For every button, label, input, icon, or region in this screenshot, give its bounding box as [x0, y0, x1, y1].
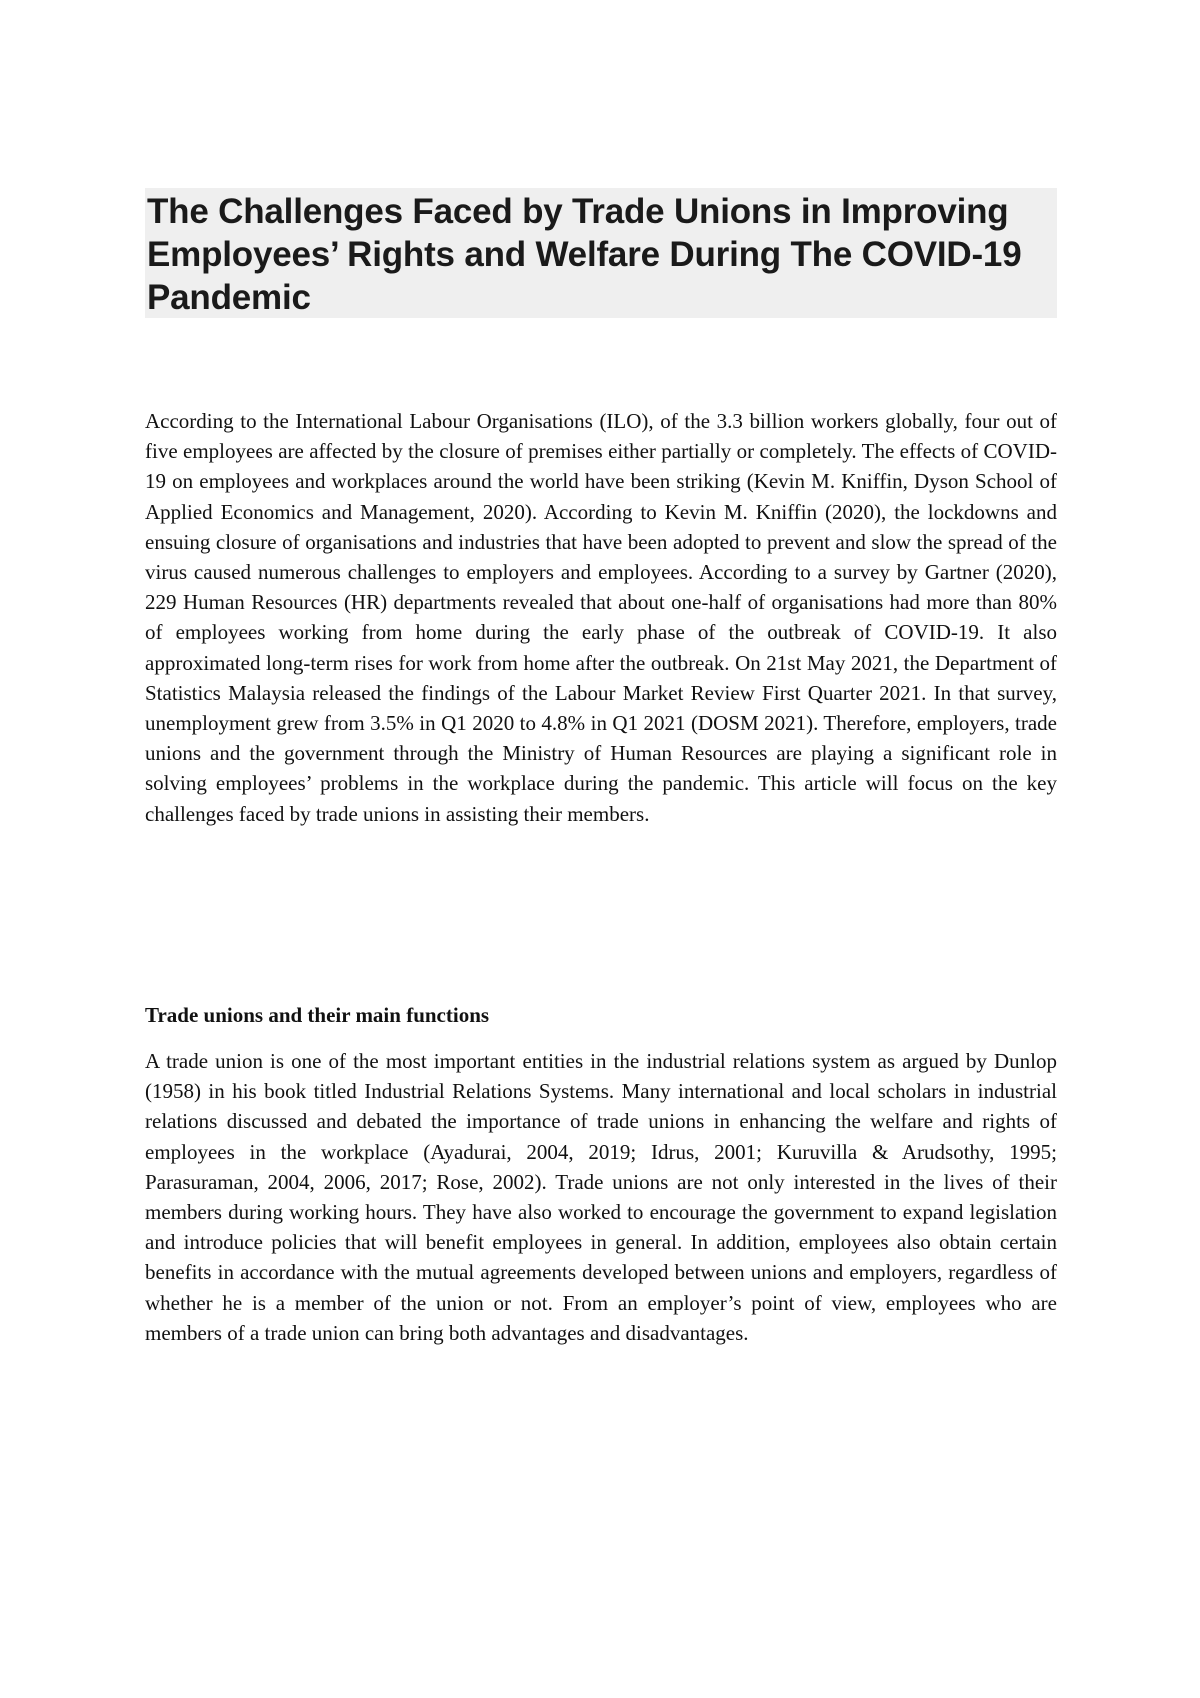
intro-paragraph: According to the International Labour Organisations (ILO), of the 3.3 billion workers globally, four out of five employees are affected by the closure of premises either partially or completely. The effects of COVID-19 on employees and workplaces around the world have been striking (Kevin M. Kniffin, Dyson School of Applied Economics and Management, 2020). According to Kevin M. Kniffin (2020), the lockdowns and ensuing closure of organisations and industries that have been adopted to prevent and slow the spread of the virus caused numerous challenges to employers and employees. According to a survey by Gartner (2020), 229 Human Resources (HR) departments revealed that about one-half of organisations had more than 80% of employees working from home during the early phase of the outbreak of COVID-19. It also approximated long-term rises for work from home after the outbreak. On 21st May 2021, the Department of Statistics Malaysia released the findings of the Labour Market Review First Quarter 2021. In that survey, unemployment grew from 3.5% in Q1 2020 to 4.8% in Q1 2021 (DOSM 2021). Therefore, employers, trade unions and the government through the Ministry of Human Resources are playing a significant role in solving employees’ problems in the workplace during the pandemic. This article will focus on the key challenges faced by trade unions in assisting their members. [145, 409, 1057, 826]
section-heading: Trade unions and their main functions [145, 1003, 490, 1027]
title-highlight-block [145, 188, 1057, 318]
document-title: The Challenges Faced by Trade Unions in Improving Employees’ Rights and Welfare During The COVID-19 Pandemic [147, 192, 1022, 317]
section-paragraph: A trade union is one of the most important entities in the industrial relations system as argued by Dunlop (1958) in his book titled Industrial Relations Systems. Many international and local scholars in industrial relations discussed and debated the importance of trade unions in enhancing the welfare and rights of employees in the workplace (Ayadurai, 2004, 2019; Idrus, 2001; Kuruvilla & Arudsothy, 1995; Parasuraman, 2004, 2006, 2017; Rose, 2002). Trade unions are not only interested in the lives of their members during working hours. They have also worked to encourage the government to expand legislation and introduce policies that will benefit employees in general. In addition, employees also obtain certain benefits in accordance with the mutual agreements developed between unions and employers, regardless of whether he is a member of the union or not. From an employer’s point of view, employees who are members of a trade union can bring both advantages and disadvantages. [145, 1049, 1057, 1345]
